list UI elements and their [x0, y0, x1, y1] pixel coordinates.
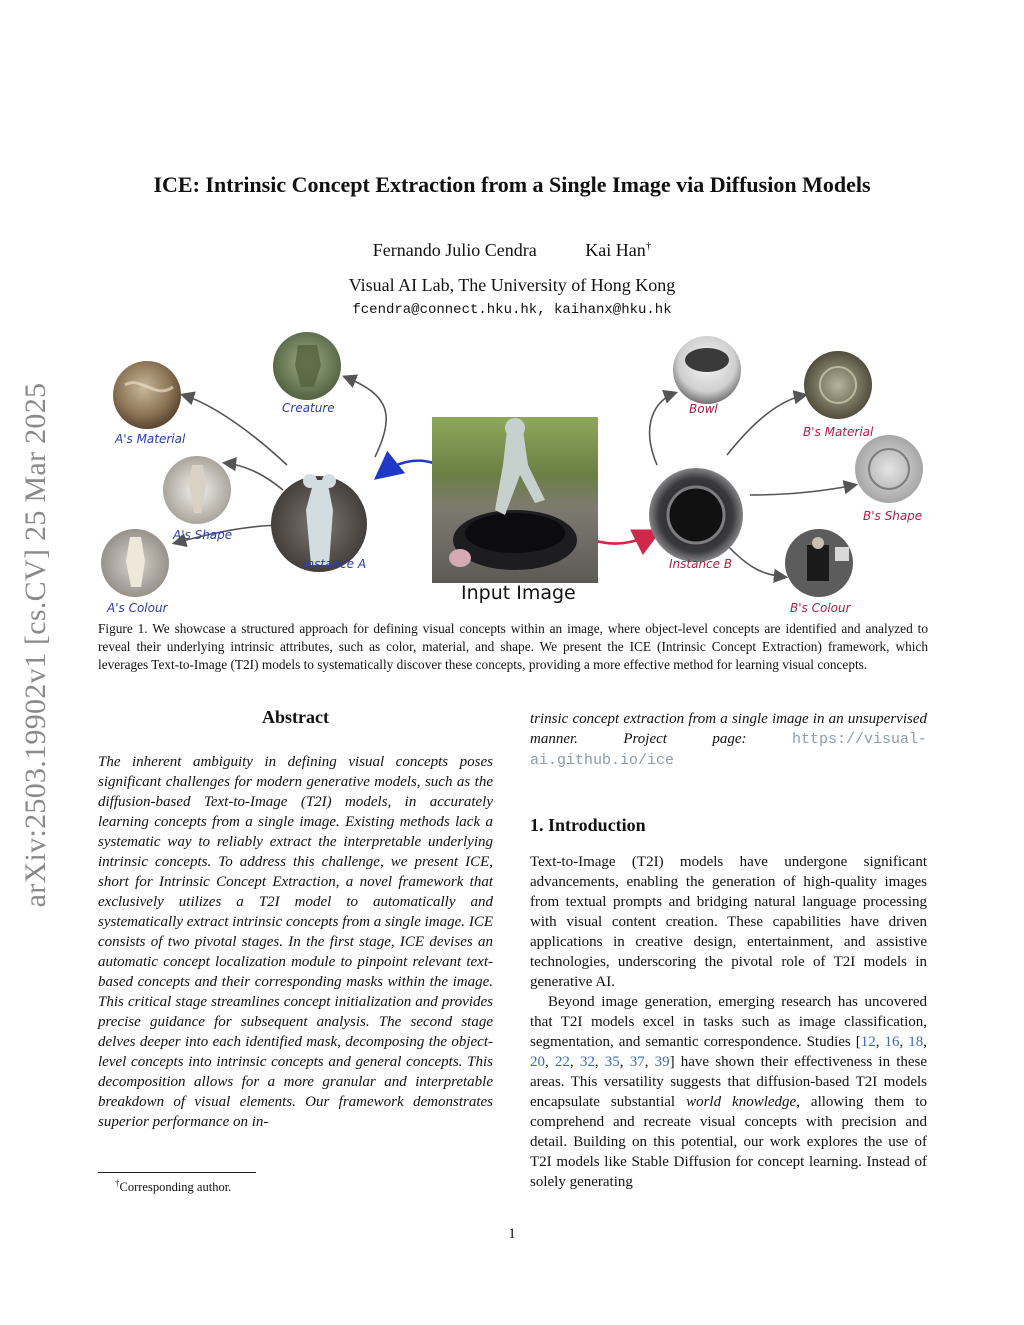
- b-material-image: [804, 351, 872, 419]
- intro-paragraph-1: Text-to-Image (T2I) models have undergone significant advancements, enabling the generation of high-quality images from textual prompts and bridging natural language processing with visual content creation. These capabilities have driven applications in creative design, entertainment, and assistive technologies, underscoring the pivotal role of T2I models in generative AI.: [530, 854, 927, 990]
- label-b-material: B's Material: [803, 425, 874, 439]
- label-instance-a: Instance A: [303, 557, 367, 571]
- arrow-to-a-shape: [225, 463, 283, 490]
- label-a-shape: A's Shape: [173, 528, 233, 542]
- figure-diagram: [95, 325, 935, 615]
- b-shape-image: [855, 435, 923, 503]
- citation-link[interactable]: 22: [554, 1054, 570, 1070]
- citation-link[interactable]: 32: [579, 1054, 595, 1070]
- footnote-rule: [98, 1172, 256, 1173]
- label-a-material: A's Material: [115, 432, 186, 446]
- figure-caption: Figure 1. We showcase a structured approach for defining visual concepts within an image, where object-level concepts are identified and analyzed to reveal their underlying intrinsic attributes, such as color, material, and shape. We present the ICE (Intrinsic Concept Extraction) framework, which leverages Text-to-Image (T2I) models to systematically discover these concepts, providing a more effective method for learning visual concepts.: [98, 621, 928, 672]
- intro-paragraph-2: Beyond image generation, emerging research has uncovered that T2I models excel in tasks such as image classification, segmentation, and semantic correspondence. Studies [12, 16, 18, 20, 22, 32, 35, 37, 39] have shown their effectiveness in these areas. This versatility suggests that diffusion-based T2I models encapsulate substantial world knowledge, allowing them to comprehend and recreate visual concepts with precision and detail. Building on this potential, our work explores the use of T2I models like Stable Diffusion for concept learning. Instead of solely generating: [530, 994, 928, 1190]
- author-list: [0, 240, 1024, 261]
- label-a-colour: A's Colour: [107, 601, 168, 615]
- label-instance-b: Instance B: [669, 557, 733, 571]
- citation-link[interactable]: 12: [860, 1034, 876, 1050]
- arrow-to-b-shape: [750, 485, 855, 495]
- abstract-heading: Abstract: [262, 707, 329, 727]
- label-creature: Creature: [282, 401, 335, 415]
- author-emails: fcendra@connect.hku.hk, kaihanx@hku.hk: [352, 302, 672, 318]
- footnote-mark: †: [115, 1178, 120, 1188]
- introduction-body: [530, 852, 927, 1192]
- affiliation: Visual AI Lab, The University of Hong Kong: [348, 275, 676, 295]
- footnote-text: Corresponding author.: [119, 1180, 232, 1195]
- abstract-text: The inherent ambiguity in defining visual concepts poses significant challenges for modern generative models, such as the diffusion-based Text-to-Image (T2I) models, in accurately learning concepts from a single image. Existing methods lack a systematic way to reliably extract the interpretable underlying intrinsic concepts. To address this challenge, we present ICE, short for Intrinsic Concept Extraction, a novel framework that exclusively utilizes a T2I model to automatically and systematically extract intrinsic concepts from a single image. ICE consists of two pivotal stages. In the first stage, ICE devises an automatic concept localization module to pinpoint relevant text-based concepts and their corresponding masks within the image. This critical stage streamlines concept initialization and provides precise guidance for subsequent analysis. The second stage delves deeper into each identified mask, decomposing the object-level concepts into intrinsic concepts and general concepts. This decomposition allows for a more granular and interpretable breakdown of visual elements. Our framework demonstrates superior performance on in-: [98, 754, 493, 1130]
- arrow-input-to-instance-b: [593, 533, 655, 544]
- a-material-image: [113, 361, 181, 429]
- arrow-to-a-material: [183, 395, 287, 465]
- citation-link[interactable]: 18: [908, 1034, 924, 1050]
- intro-p2-start: Beyond image generation, emerging research has uncovered that T2I models excel in tasks such as image classification, segmentation, and semantic correspondence. Studies [: [530, 994, 927, 1050]
- arrow-to-b-material: [727, 395, 805, 455]
- citation-link[interactable]: 37: [629, 1054, 645, 1070]
- label-bowl: Bowl: [689, 402, 718, 416]
- intro-p2-emph: world knowledge: [686, 1094, 797, 1110]
- intro-p2-mid: ] have shown their effectiveness in these areas. This versatility suggests that diffusion-based T2I models encapsulate substantial: [530, 1054, 928, 1110]
- project-page-link[interactable]: https://visual-ai.github.io/ice: [530, 731, 927, 769]
- footnote: [115, 1178, 231, 1195]
- arxiv-id: arXiv:2503.19902v1 [cs.CV] 25 Mar 2025: [19, 382, 52, 908]
- introduction-heading: 1. Introduction: [530, 815, 646, 835]
- arxiv-stamp: [10, 345, 62, 945]
- intro-p2-end: , allowing them to comprehend and recreate visual concepts with precision and detail. Building on this potential, our work explores the use of T2I models like Stable Diffusion for concept learning. Instead of solely generating: [530, 1094, 927, 1190]
- paper-title: ICE: Intrinsic Concept Extraction from a Single Image via Diffusion Models: [153, 172, 871, 197]
- page-number: 1: [508, 1226, 516, 1242]
- arrow-to-creature: [345, 377, 386, 457]
- arrow-to-bowl: [650, 393, 675, 465]
- citation-link[interactable]: 20: [530, 1054, 545, 1070]
- figure-1: [95, 325, 935, 615]
- abstract-continued: [530, 709, 927, 771]
- abstract-continued-text: trinsic concept extraction from a single image in an unsupervised manner. Project page:: [530, 711, 927, 747]
- citation-link[interactable]: 39: [654, 1054, 670, 1070]
- citation-link[interactable]: 16: [884, 1034, 900, 1050]
- arrow-to-b-colour: [725, 543, 785, 577]
- label-b-shape: B's Shape: [863, 509, 923, 523]
- label-input-image: Input Image: [461, 582, 576, 604]
- label-b-colour: B's Colour: [790, 601, 851, 615]
- arrow-input-to-instance-a: [380, 461, 433, 475]
- author-1: Fernando Julio Cendra: [372, 240, 537, 260]
- citation-link[interactable]: 35: [604, 1054, 620, 1070]
- author-2: [585, 240, 651, 260]
- author-mark: †: [645, 240, 652, 252]
- author-2-name: Kai Han: [585, 240, 646, 260]
